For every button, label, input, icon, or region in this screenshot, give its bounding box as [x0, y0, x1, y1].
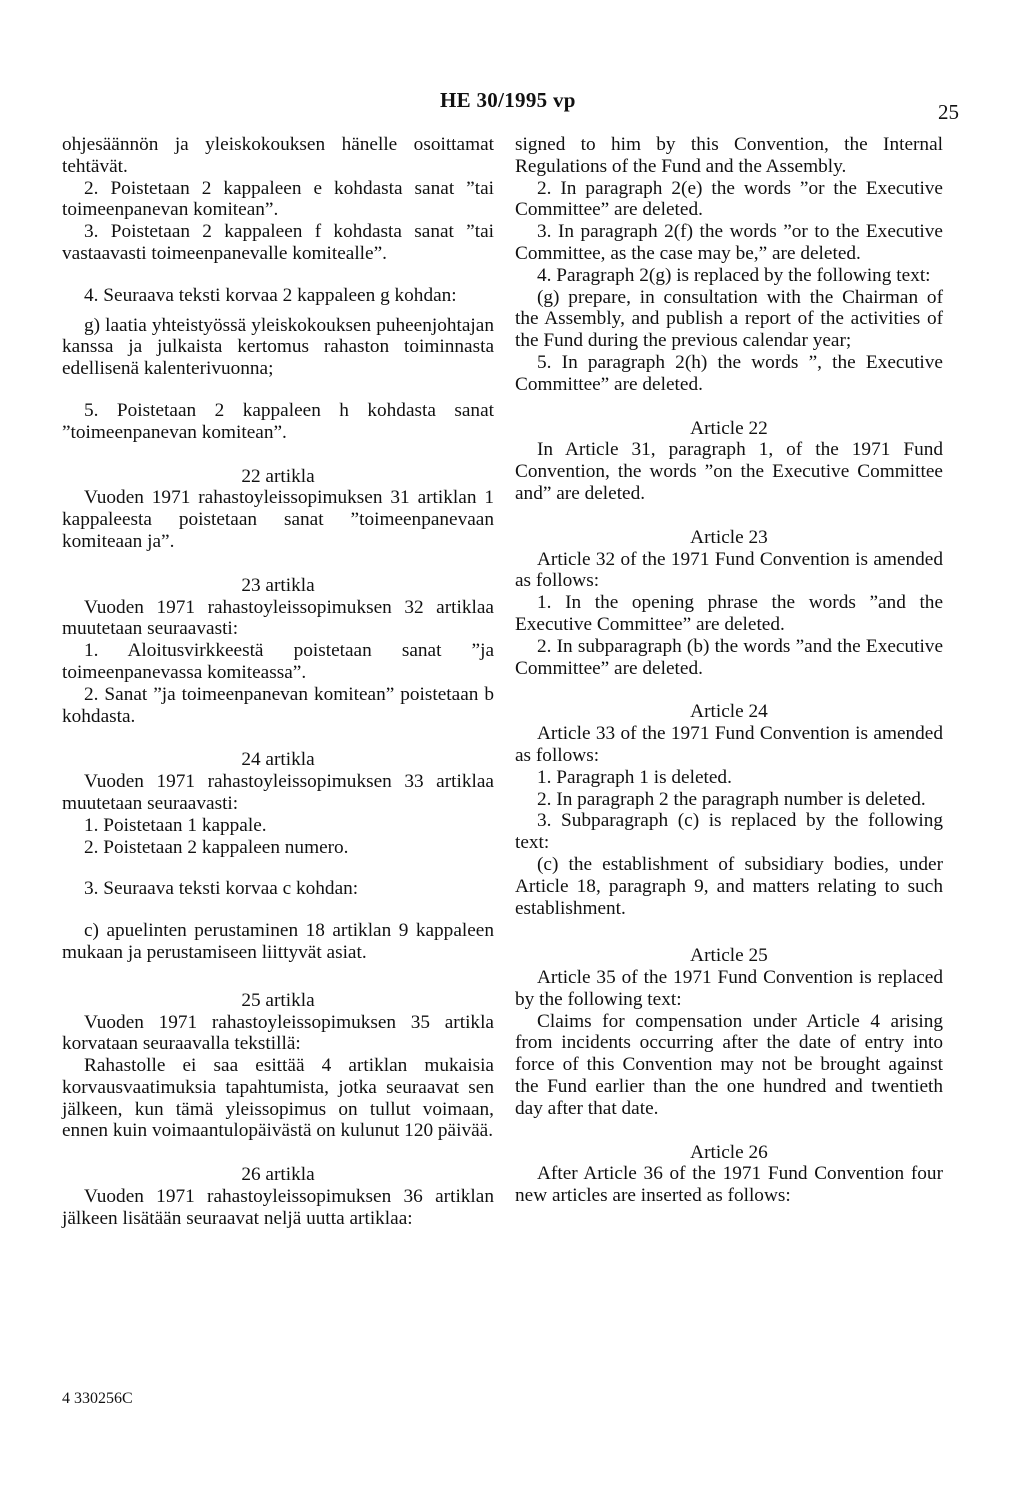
paragraph: Vuoden 1971 rahastoyleissopimuksen 32 artiklaa muutetaan seuraavasti:	[62, 596, 494, 640]
paragraph: 1. Aloitusvirkkeestä poistetaan sanat ”ja toimeenpanevassa komiteassa”.	[62, 640, 494, 683]
paragraph: g) laatia yhteistyössä yleiskokouksen puheenjohtajan kanssa ja julkaista kertomus rahaston toiminnasta edellisenä kalenterivuonna;	[62, 314, 494, 380]
paragraph: 1. Poistetaan 1 kappale.	[84, 814, 267, 836]
paragraph: 1. Paragraph 1 is deleted.	[537, 766, 732, 788]
paragraph: signed to him by this Convention, the Internal Regulations of the Fund and the Assembly.	[515, 134, 943, 177]
page-header	[0, 88, 1024, 128]
article-heading: Article 22	[690, 417, 768, 439]
article-heading: 24 artikla	[241, 749, 315, 771]
article-heading: Article 24	[690, 701, 768, 723]
paragraph: 2. Poistetaan 2 kappaleen numero.	[84, 836, 349, 858]
paragraph: 2. Poistetaan 2 kappaleen e kohdasta sanat ”tai toimeenpanevan komitean”.	[62, 177, 494, 221]
paragraph: Article 33 of the 1971 Fund Convention is amended as follows:	[515, 723, 943, 766]
page-number: 25	[938, 100, 959, 124]
paragraph: In Article 31, paragraph 1, of the 1971 Fund Convention, the words ”on the Executive Committee and” are deleted.	[515, 439, 943, 504]
paragraph: ohjesäännön ja yleiskokouksen hänelle osoittamat tehtävät.	[62, 134, 494, 177]
paragraph: (c) the establishment of subsidiary bodies, under Article 18, paragraph 9, and matters relating to such establishment.	[515, 853, 943, 919]
article-heading: Article 23	[690, 526, 768, 548]
paragraph: 3. In paragraph 2(f) the words ”or to the Executive Committee, as the case may be,” are deleted.	[515, 221, 943, 264]
paragraph: 3. Subparagraph (c) is replaced by the following text:	[515, 810, 943, 854]
paragraph: 5. In paragraph 2(h) the words ”, the Executive Committee” are deleted.	[515, 351, 943, 395]
paragraph: 4. Paragraph 2(g) is replaced by the following text:	[537, 264, 931, 286]
article-heading: 22 artikla	[241, 465, 315, 487]
paragraph: Vuoden 1971 rahastoyleissopimuksen 33 artiklaa muutetaan seuraavasti:	[62, 771, 494, 814]
document-title: HE 30/1995 vp	[440, 88, 576, 112]
paragraph: 2. In paragraph 2(e) the words ”or the Executive Committee” are deleted.	[515, 177, 943, 221]
paragraph: 1. In the opening phrase the words ”and the Executive Committee” are deleted.	[515, 592, 943, 635]
paragraph: Vuoden 1971 rahastoyleissopimuksen 35 artikla korvataan seuraavalla tekstillä:	[62, 1011, 494, 1055]
paragraph: (g) prepare, in consultation with the Chairman of the Assembly, and publish a report of the activities of the Fund during the previous calendar year;	[515, 286, 943, 352]
paragraph: After Article 36 of the 1971 Fund Convention four new articles are inserted as follows:	[515, 1163, 943, 1207]
paragraph: Rahastolle ei saa esittää 4 artiklan mukaisia korvausvaatimuksia tapahtumista, jotka seuraavat sen jälkeen, kun tämä yleissopimus on tullut voimaan, ennen kuin voimaantulopäivästä on kulunut 120 päivää.	[62, 1055, 494, 1142]
english-column	[515, 134, 943, 1207]
paragraph: 3. Poistetaan 2 kappaleen f kohdasta sanat ”tai vastaavasti toimeenpanevalle komitealle”.	[62, 221, 494, 264]
article-heading: 26 artikla	[241, 1164, 315, 1186]
article-heading: 23 artikla	[241, 574, 315, 596]
paragraph: 2. In subparagraph (b) the words ”and the Executive Committee” are deleted.	[515, 635, 943, 679]
paragraph: Vuoden 1971 rahastoyleissopimuksen 36 artiklan jälkeen lisätään seuraavat neljä uutta artiklaa:	[62, 1186, 494, 1229]
paragraph: Article 32 of the 1971 Fund Convention is amended as follows:	[515, 548, 943, 592]
article-heading: Article 26	[690, 1141, 768, 1163]
paragraph: 2. Sanat ”ja toimeenpanevan komitean” poistetaan b kohdasta.	[62, 683, 494, 727]
finnish-column	[62, 134, 494, 1230]
paragraph: c) apuelinten perustaminen 18 artiklan 9 kappaleen mukaan ja perustamiseen liittyvät asiat.	[62, 920, 494, 963]
paragraph: Article 35 of the 1971 Fund Convention is replaced by the following text:	[515, 967, 943, 1010]
footer-code: 4 330256C	[62, 1390, 133, 1407]
paragraph: 2. In paragraph 2 the paragraph number is deleted.	[537, 788, 926, 810]
paragraph: 5. Poistetaan 2 kappaleen h kohdasta sanat ”toimeenpanevan komitean”.	[62, 399, 494, 443]
article-heading: Article 25	[690, 945, 768, 967]
paragraph: 3. Seuraava teksti korvaa c kohdan:	[84, 878, 359, 900]
paragraph: Claims for compensation under Article 4 arising from incidents occurring after the date of entry into force of this Convention may not be brought against the Fund earlier than the one hundred and twentieth day after that date.	[515, 1010, 943, 1119]
paragraph: Vuoden 1971 rahastoyleissopimuksen 31 artiklan 1 kappaleesta poistetaan sanat ”toimeenpanevaan komiteaan ja”.	[62, 487, 494, 552]
article-heading: 25 artikla	[241, 989, 315, 1011]
paragraph: 4. Seuraava teksti korvaa 2 kappaleen g kohdan:	[84, 284, 457, 306]
